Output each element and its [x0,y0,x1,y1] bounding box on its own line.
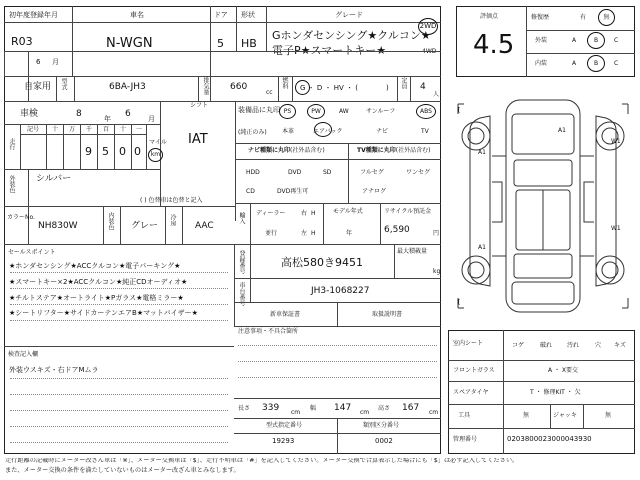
inspector-text: 外装ウスキズ・右ドアMムラ [9,366,99,374]
height-value: 167 [402,403,420,413]
yen-unit: 円 [433,230,440,237]
equip-ps-circle [279,104,296,119]
category-number: 0002 [375,437,393,445]
length-value: 339 [262,403,280,413]
mileage-label: 走行 [8,138,15,150]
cc-unit: cc [266,89,273,96]
seat-label: 室内シート [453,340,484,347]
recycle-amount: 6,590 [384,225,410,235]
nav-cd: CD [246,188,255,195]
equip-navi: ナビ [376,128,389,135]
fuel-selected-circle [295,80,310,95]
capacity: 4 [420,82,426,92]
interior-grade-a: A [572,60,577,67]
inspection-month: 6 [125,109,131,119]
type-cert-number: 19293 [272,437,295,445]
handle-right: 右 [301,210,308,217]
exterior-color: シルバー [36,174,72,184]
color-no-label: カラーNo. [7,214,35,221]
digit-unit-4: 十 [120,126,127,133]
digit-unit-5: 一 [136,126,143,133]
sales-point-line-2: ★スマートキー×2★ACCクルコン★純正CDオーディオ★ [9,278,188,286]
mileage-digit-4: 0 [119,145,126,158]
car-name: N-WGN [106,36,153,51]
repair-no: 無 [603,14,610,21]
drive-2wd-circle [418,18,438,35]
grade-label: グレード [335,11,363,19]
bracket-bottom-left: [ [458,299,461,306]
interior-grade-label: 内装 [535,60,548,67]
registration-label: 登録番号 [238,250,245,274]
exterior-grade-a: A [572,37,577,44]
grade-line-2: 電子P★スマートキー★ [272,44,387,57]
tools-label: 工具 [458,412,471,419]
tv-oneseg: ワンセグ [406,169,431,176]
nav-sd: SD [323,169,332,176]
mileage-digit-3: 5 [102,145,109,158]
new-car-warranty: 新車保証書 [270,311,301,318]
seat-item-2: 破れ [540,342,553,349]
shift-label: シフト [190,102,209,109]
front-glass-value: A ・ X要交 [548,367,579,374]
inspector-label: 検査記入欄 [8,351,39,358]
nav-dvd: DVD [288,169,302,176]
jack-value: 無 [605,412,612,419]
tools-value: 無 [523,412,530,419]
seat-item-3: 汚れ [567,342,580,349]
unit-mile: マイル [149,139,167,146]
exterior-color-label: 外装色 [8,175,15,193]
displacement-label: 排気量 [202,77,209,95]
width-value: 147 [334,403,352,413]
digit-unit-3: 百 [103,126,110,133]
interior-grade-b-circle [587,55,605,72]
sales-point-line-4: ★シートリフター★サイドカーテンエアB★マットバイザー★ [9,309,198,317]
person-unit: 人 [433,91,440,98]
max-load-unit: kg [433,268,441,275]
length-label: 長さ [238,405,251,412]
damage-mark-3: W1 [611,138,621,145]
exterior-grade-label: 外装 [535,37,548,44]
category-label: 類別区分番号 [363,422,400,429]
spare-tire-label: スペアタイヤ [453,389,489,396]
mileage-digit-5: 0 [134,145,141,158]
door-label: ドア [214,11,228,19]
sales-point-label: セールスポイント [8,249,56,256]
management-number: 0203800023000043930 [507,435,592,443]
repair-label: 修復歴 [531,14,550,21]
model-label: 型式 [60,78,67,90]
exterior-grade-c: C [614,37,619,44]
spare-tire-value: T ・ 修理KIT ・ 欠 [530,389,581,396]
repair-yes: 有 [580,14,587,21]
import-label: 輸入 [238,212,245,224]
sales-point-line-1: ★ホンダセンシング★ACCクルコン★電子パーキング★ [9,262,181,270]
color-change-note: ( ) 色替車は色替と記入 [140,197,203,204]
equip-sunroof: サンルーフ [366,108,396,115]
reg-date-label: 初年度登録年月 [9,11,58,19]
unit-km-circle [148,148,163,162]
handle-left: 左 [301,230,308,237]
model-year-unit: 年 [346,230,353,237]
notes-label: 注意事項・不具合箇所 [238,328,299,335]
recycle-label: リサイクル預託金 [384,208,432,215]
tv-analog: アナログ [362,188,387,195]
nav-title [248,148,325,154]
repair-no-circle [598,9,615,26]
exterior-grade-b: B [593,37,599,44]
inspection-label: 車検 [20,109,39,119]
fuel-label: 燃料 [281,77,288,89]
interior-color: グレー [131,221,159,231]
interior-color-label: 内装色 [107,212,114,230]
interior-grade-c: C [614,60,619,67]
interior-grade-b: B [593,60,599,67]
seat-item-1: コゲ [512,342,525,349]
equip-ps: PS [283,108,292,115]
max-load-label: 最大積載量 [397,248,428,255]
exterior-grade-b-circle [587,32,605,49]
equipment-label: 装備品に丸印 [238,106,280,114]
handle-h-right: H [311,210,316,217]
unit-km: km [150,151,161,158]
equip-aw: AW [339,108,349,115]
digit-unit-2: 千 [86,126,93,133]
nav-title-text: ナビ種類に丸印 [248,147,291,154]
reg-month: 6 [36,58,41,66]
car-name-label: 車名 [130,11,144,19]
reg-month-unit: 月 [52,58,59,66]
front-glass-label: フロントガラス [453,367,495,374]
grade-line-1: Gホンダセンシング★クルコン★ [272,29,431,42]
model-code: 6BA-JH3 [109,82,146,92]
mileage-digit-2: 9 [85,145,92,158]
model-year-label: モデル年式 [333,208,363,215]
equip-pw: PW [311,108,321,115]
management-label: 管理番号 [453,436,478,443]
equipment-sublabel: (純正のみ) [238,129,267,136]
score-value: 4.5 [473,30,515,60]
inspection-year-unit: 年 [104,115,111,123]
drive-4wd: 4WD [422,48,437,55]
height-label: 高さ [378,405,391,412]
seat-item-4: 穴 [595,342,602,349]
bracket-top-left: [ [458,107,461,114]
nav-hdd: HDD [246,169,260,176]
jack-label: ジャッキ [553,412,577,419]
footer-note-1: 走行距離の記載時にメーター改ざん車は「※」、メーター交換車は「$」、走行不明車は「#」を記入してください。メーター交換で合算表示した場合にも「$」は必ず記入してください。 [5,458,519,464]
capacity-label: 定員 [400,77,407,89]
type-cert-label: 型式指定番号 [266,422,303,429]
body-shape: HB [241,37,257,50]
inspection-year: 8 [76,109,82,119]
private-use: 自家用 [24,82,52,92]
car-damage-diagram [448,86,638,326]
sales-point-line-3: ★チルトステア★オートライト★Pガラス★電格ミラー★ [9,294,184,302]
manual: 取扱説明書 [372,311,403,318]
equip-airbag: エアバック [313,128,343,135]
nav-note: (社外品含む) [290,147,325,154]
drive-2wd: 2WD [419,22,437,30]
footer-note-2: また、メーター交換の条件を満たしていないものはメーター改ざん車とみなします。 [5,467,240,474]
color-no: NH830W [38,221,78,231]
damage-mark-2: A1 [478,149,486,156]
equip-leather: 本革 [282,128,295,135]
digit-unit-1: 万 [69,126,76,133]
nav-dvd-play: DVD再生可 [277,188,309,195]
shift-type: IAT [188,132,208,147]
equip-tv: TV [421,128,429,135]
length-unit: cm [291,409,301,416]
damage-mark-4: W1 [611,225,621,232]
width-label: 幅 [310,405,317,412]
shape-label: 形状 [241,11,255,19]
registration-number: 高松580き9451 [281,256,363,269]
chassis-label: 車台番号 [238,282,245,306]
reg-year: R03 [11,35,33,48]
import-dealer: ディーラー [256,210,286,217]
displacement: 660 [230,82,248,92]
tv-note: (社外品含む) [395,147,431,154]
tv-title-text: TV種類に丸印 [357,147,396,154]
digit-unit-0: 十 [52,126,59,133]
handle-h-left: H [311,230,316,237]
import-parallel: 並行 [265,230,278,237]
inspection-month-unit: 月 [148,115,155,123]
width-unit: cm [360,409,370,416]
tv-title [357,148,430,154]
ac-label: 冷房 [169,214,176,226]
door-count: 5 [217,37,224,50]
seat-item-5: キズ [614,342,626,349]
equip-abs: ABS [420,108,432,115]
height-unit: cm [429,409,439,416]
score-label: 評価点 [480,13,499,20]
damage-mark-1: A1 [558,127,566,134]
equip-pw-circle [307,104,325,119]
tv-fullseg: フルセグ [360,169,384,176]
damage-mark-5: A1 [478,244,486,251]
equip-abs-circle [416,104,436,119]
fuel-options: G ・ D ・ HV ・ ( ) [300,84,389,92]
chassis-number: JH3-1068227 [311,286,370,296]
ac-type: AAC [195,221,214,231]
record-label: 記号 [27,126,40,133]
